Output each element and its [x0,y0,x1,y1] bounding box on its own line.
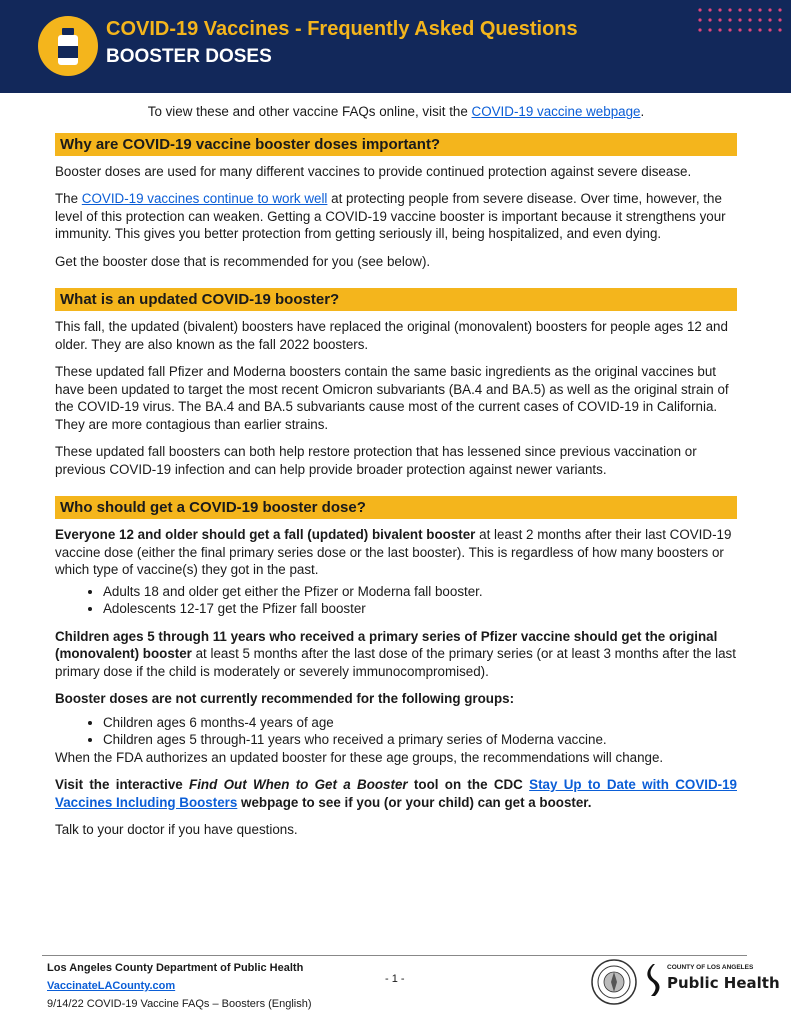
covid-vaccine-webpage-link[interactable]: COVID-19 vaccine webpage [471,104,641,119]
cdc-stay-up-to-date-link[interactable]: Stay Up to Date with COVID-19 Vaccines Including Boosters [55,777,737,810]
paragraph [55,190,737,243]
public-health-logo-mark-icon [645,962,665,998]
paragraph: Get the booster dose that is recommended for you (see below). [55,253,431,269]
decorative-dots [696,6,786,36]
page-title: COVID-19 Vaccines - Frequently Asked Questions [106,18,578,40]
text: Visit the interactive [55,777,190,792]
note-text: When the FDA authorizes an updated booster for these age groups, the recommendations will change. [55,749,664,765]
intro-line [55,103,737,121]
text: The [55,191,82,206]
header-banner [0,0,791,93]
footer-website-link[interactable]: VaccinateLACounty.com [47,980,176,992]
text: at least 2 months after their last COVID-19 vaccine dose (either the final primary series dose or the last booster). This is regardless of how many boosters or which type of vaccine(s) they got in the past. [55,527,732,577]
intro-text: To view these and other vaccine FAQs online, visit the [147,104,472,119]
logo-big-text: Public Health [667,974,780,992]
paragraph: This fall, the updated (bivalent) boosters have replaced the original (monovalent) boosters for people ages 12 and older. They are also known as the fall 2022 boosters. [55,319,728,352]
text: tool on the CDC [407,777,530,792]
footer-date-line: 9/14/22 COVID-19 Vaccine FAQs – Boosters (English) [47,998,312,1010]
list-item: • Children ages 5 through-11 years who received a primary series of Moderna vaccine. [103,731,737,749]
bold-text: Children ages 5 through 11 years who received a primary series of Pfizer vaccine should get the original (monovalent) booster [55,628,718,661]
bold-text: Booster doses are not currently recommended for the following groups: [55,691,515,706]
paragraph: Booster doses are used for many different vaccines to provide continued protection against severe disease. [55,163,692,179]
page-subtitle: BOOSTER DOSES [106,46,272,67]
bullet-list [55,583,737,618]
public-health-logo [645,962,780,1002]
paragraph [55,690,737,708]
tool-name: Find Out When to Get a Booster [189,777,408,792]
paragraph [55,526,737,579]
text: at least 5 months after the last dose of the primary series (or at least 3 months after the last primary dose if the child is moderately or severely immunocompromised). [55,646,736,679]
paragraph: Talk to your doctor if you have questions. [55,822,298,837]
list-item: • Adults 18 and older get either the Pfizer or Moderna fall booster. [103,583,737,601]
section-heading-why: Why are COVID-19 vaccine booster doses important? [55,133,737,156]
county-seal-icon [590,958,638,1006]
paragraph [55,776,737,811]
paragraph: These updated fall Pfizer and Moderna boosters contain the same basic ingredients as the original vaccines but have been updated to target the most recent Omicron subvariants (BA.4 and BA.5) as well as the original strain of the COVID-19 virus. The BA.4 and BA.5 subvariants cause most of the current cases of COVID-19 in California. They are more contagious than earlier strains. [55,364,729,432]
text: webpage to see if you (or your child) can get a booster. [237,794,592,810]
paragraph: These updated fall boosters can both help restore protection that has lessened since previous vaccination or previous COVID-19 infection and can help provide broader protection against newer variants. [55,444,697,477]
intro-text-end: . [640,104,645,119]
paragraph [55,628,737,681]
bold-text: Everyone 12 and older should get a fall (updated) bivalent booster [55,527,476,542]
section-heading-what: What is an updated COVID-19 booster? [55,288,737,311]
list-item: • Adolescents 12-17 get the Pfizer fall booster [103,600,737,618]
section-heading-who: Who should get a COVID-19 booster dose? [55,496,737,519]
main-content [55,100,737,849]
bullet-list [55,714,737,749]
vaccine-vial-icon [38,16,98,76]
footer-divider [42,955,747,956]
list-item: • Children ages 6 months-4 years of age [103,714,737,732]
vaccines-work-well-link[interactable]: COVID-19 vaccines continue to work well [81,191,328,206]
page-number: - 1 - [385,973,405,985]
text: at protecting people from severe disease. Over time, however, the level of this protection can weaken. Getting a COVID-19 vaccine booster is important because it strengthens your immunity. This gives you better protection from getting seriously ill, being hospitalized, and even dying. [55,191,726,241]
footer-org: Los Angeles County Department of Public Health [47,962,304,974]
logo-small-text: COUNTY OF LOS ANGELES [667,964,754,971]
